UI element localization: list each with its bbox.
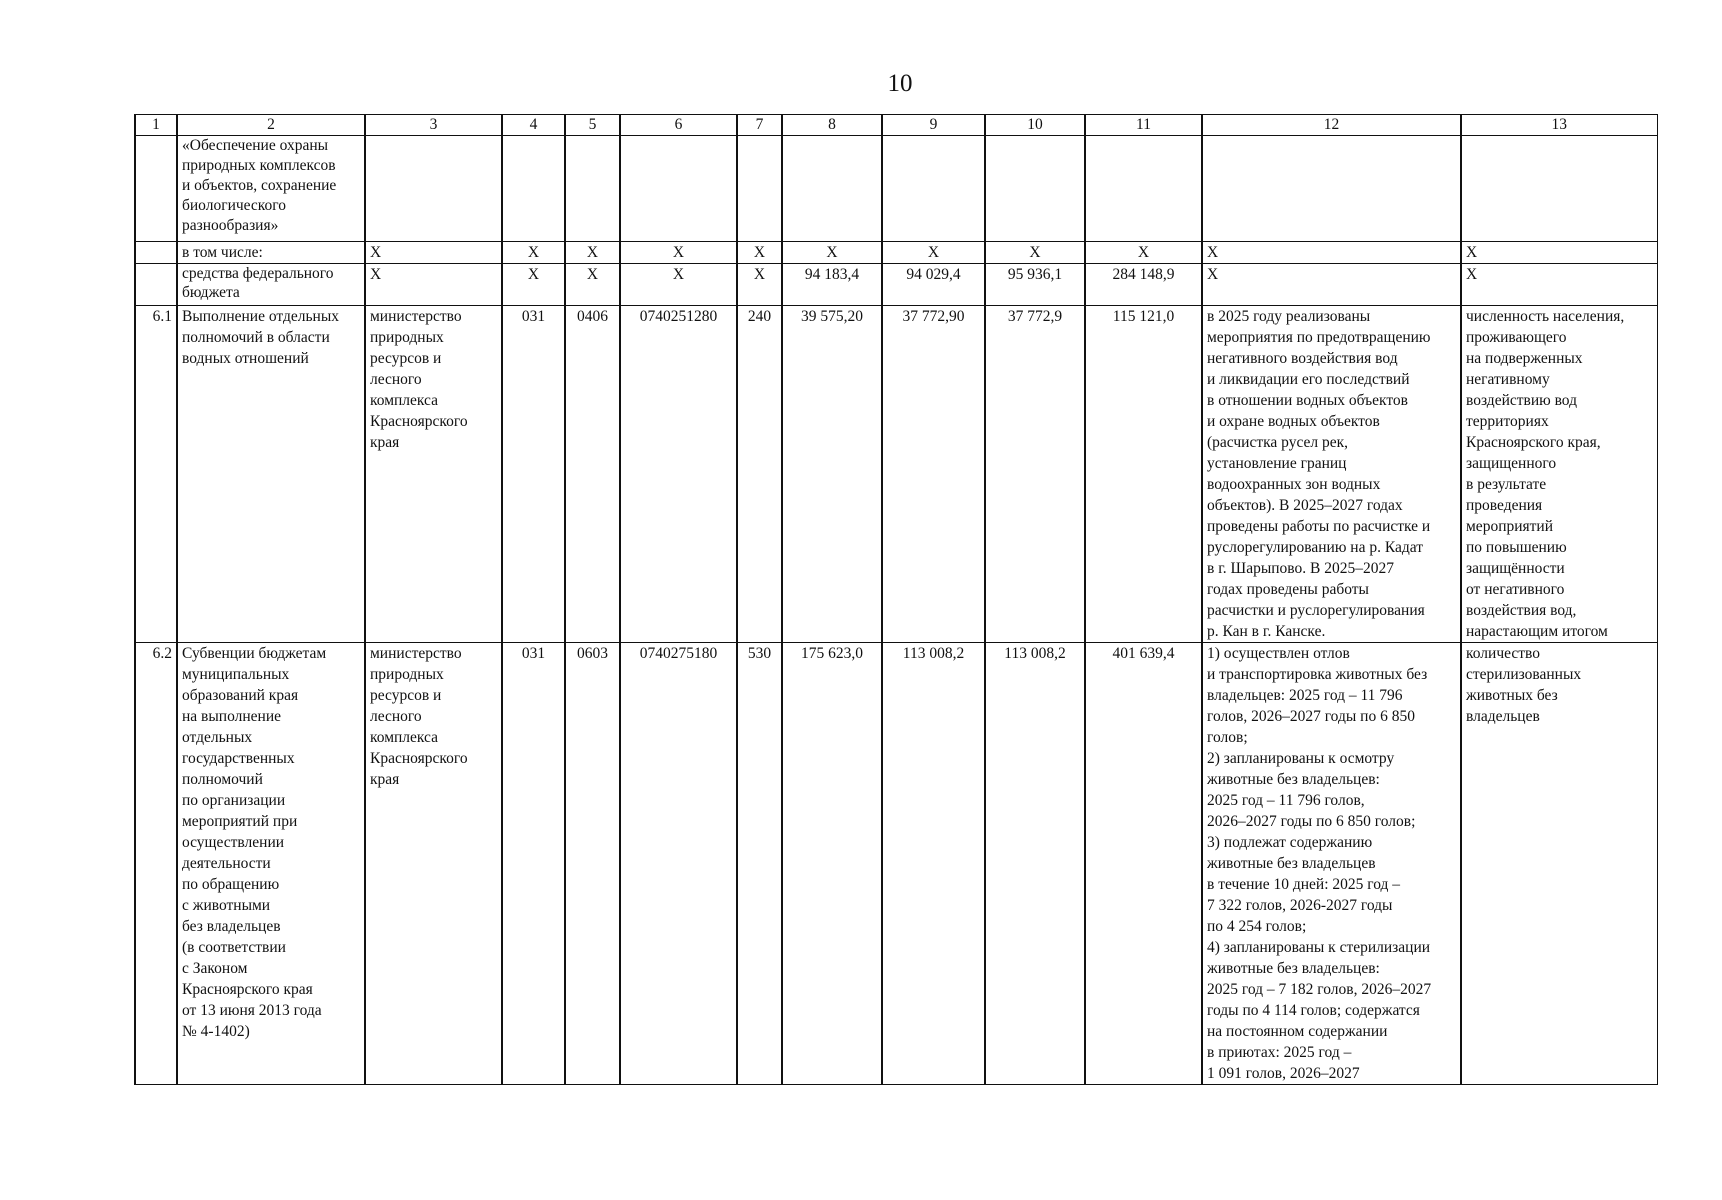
federal-label: средства федерального бюджета xyxy=(177,264,365,306)
intro-name: «Обеспечение охраны природных комплексов и объектов, сохранение биологического разнообразия» xyxy=(177,136,365,242)
amount-2027: 113 008,2 xyxy=(985,643,1085,1085)
header-col-3: 3 xyxy=(365,115,502,136)
rzpr-code: 0406 xyxy=(565,306,620,643)
header-col-8: 8 xyxy=(782,115,882,136)
mark-x: X xyxy=(737,242,782,264)
cell-empty xyxy=(135,242,177,264)
program-table xyxy=(134,114,1658,1085)
table-row-intro xyxy=(135,136,1657,242)
header-col-4: 4 xyxy=(502,115,565,136)
amount-total: 401 639,4 xyxy=(1085,643,1202,1085)
header-col-13: 13 xyxy=(1461,115,1657,136)
csr-code: 0740251280 xyxy=(620,306,737,643)
mark-x: X xyxy=(1461,264,1657,306)
table-row-6-2 xyxy=(135,643,1657,1085)
mark-x: X xyxy=(620,264,737,306)
ministry-name: министерство природных ресурсов и лесного комплекса Красноярского края xyxy=(365,643,502,1085)
cell-empty xyxy=(620,136,737,242)
vr-code: 530 xyxy=(737,643,782,1085)
cell-empty xyxy=(1085,136,1202,242)
amount-total: 284 148,9 xyxy=(1085,264,1202,306)
mark-x: X xyxy=(365,264,502,306)
mark-x: X xyxy=(502,264,565,306)
amount-2026: 37 772,90 xyxy=(882,306,985,643)
row-number: 6.2 xyxy=(135,643,177,1085)
csr-code: 0740275180 xyxy=(620,643,737,1085)
amount-total: 115 121,0 xyxy=(1085,306,1202,643)
header-row xyxy=(135,115,1657,136)
header-col-6: 6 xyxy=(620,115,737,136)
mark-x: X xyxy=(502,242,565,264)
table-row-federal xyxy=(135,264,1657,306)
amount-2025: 175 623,0 xyxy=(782,643,882,1085)
rzpr-code: 0603 xyxy=(565,643,620,1085)
cell-empty xyxy=(565,136,620,242)
mark-x: X xyxy=(882,242,985,264)
amount-2026: 113 008,2 xyxy=(882,643,985,1085)
cell-empty xyxy=(737,136,782,242)
header-col-2: 2 xyxy=(177,115,365,136)
vr-code: 240 xyxy=(737,306,782,643)
cell-empty xyxy=(135,264,177,306)
activity-name: Выполнение отдельных полномочий в области водных отношений xyxy=(177,306,365,643)
cell-empty xyxy=(502,136,565,242)
cell-empty xyxy=(1461,136,1657,242)
mark-x: X xyxy=(365,242,502,264)
header-col-12: 12 xyxy=(1202,115,1461,136)
mark-x: X xyxy=(985,242,1085,264)
table-row-including xyxy=(135,242,1657,264)
mark-x: X xyxy=(620,242,737,264)
mark-x: X xyxy=(1202,264,1461,306)
mark-x: X xyxy=(565,242,620,264)
header-col-9: 9 xyxy=(882,115,985,136)
header-col-1: 1 xyxy=(135,115,177,136)
header-col-10: 10 xyxy=(985,115,1085,136)
amount-2027: 95 936,1 xyxy=(985,264,1085,306)
grbs-code: 031 xyxy=(502,306,565,643)
cell-empty xyxy=(135,136,177,242)
header-col-11: 11 xyxy=(1085,115,1202,136)
amount-2025: 94 183,4 xyxy=(782,264,882,306)
amount-2025: 39 575,20 xyxy=(782,306,882,643)
cell-empty xyxy=(782,136,882,242)
mark-x: X xyxy=(782,242,882,264)
expected-result: в 2025 году реализованы мероприятия по предотвращению негативного воздействия вод и ликвидации его последствий в отношении водных объектов и охране водных объектов (расчистка русел рек, установление границ водоохранных зон водных объектов). В 2025–2027 годах проведены работы по расчистке и руслорегулированию на р. Кадат в г. Шарыпово. В 2025–2027 годах проведены работы расчистки и руслорегулирования р. Кан в г. Канске. xyxy=(1202,306,1461,643)
mark-x: X xyxy=(737,264,782,306)
page-number: 10 xyxy=(887,70,913,97)
cell-empty xyxy=(365,136,502,242)
cell-empty xyxy=(985,136,1085,242)
grbs-code: 031 xyxy=(502,643,565,1085)
indicator-text: численность населения, проживающего на подверженных негативному воздействию вод территориях Красноярского края, защищенного в результате проведения мероприятий по повышению защищённости от негативного воздействия вод, нарастающим итогом xyxy=(1461,306,1657,643)
header-col-5: 5 xyxy=(565,115,620,136)
header-col-7: 7 xyxy=(737,115,782,136)
table-row-6-1 xyxy=(135,306,1657,643)
mark-x: X xyxy=(1202,242,1461,264)
activity-name: Субвенции бюджетам муниципальных образований края на выполнение отдельных государственных полномочий по организации мероприятий при осуществлении деятельности по обращению с животными без владельцев (в соответствии с Законом Красноярского края от 13 июня 2013 года № 4-1402) xyxy=(177,643,365,1085)
amount-2026: 94 029,4 xyxy=(882,264,985,306)
cell-empty xyxy=(882,136,985,242)
expected-result: 1) осуществлен отлов и транспортировка животных без владельцев: 2025 год – 11 796 голов, 2026–2027 годы по 6 850 голов; 2) запланированы к осмотру животные без владельцев: 2025 год – 11 796 голов, 2026–2027 годы по 6 850 голов; 3) подлежат содержанию животные без владельцев в течение 10 дней: 2025 год – 7 322 голов, 2026-2027 годы по 4 254 голов; 4) запланированы к стерилизации животные без владельцев: 2025 год – 7 182 голов, 2026–2027 годы по 4 114 голов; содержатся на постоянном содержании в приютах: 2025 год – 1 091 голов, 2026–2027 xyxy=(1202,643,1461,1085)
row-number: 6.1 xyxy=(135,306,177,643)
including-label: в том числе: xyxy=(177,242,365,264)
indicator-text: количество стерилизованных животных без владельцев xyxy=(1461,643,1657,1085)
cell-empty xyxy=(1202,136,1461,242)
mark-x: X xyxy=(565,264,620,306)
ministry-name: министерство природных ресурсов и лесного комплекса Красноярского края xyxy=(365,306,502,643)
amount-2027: 37 772,9 xyxy=(985,306,1085,643)
mark-x: X xyxy=(1085,242,1202,264)
mark-x: X xyxy=(1461,242,1657,264)
